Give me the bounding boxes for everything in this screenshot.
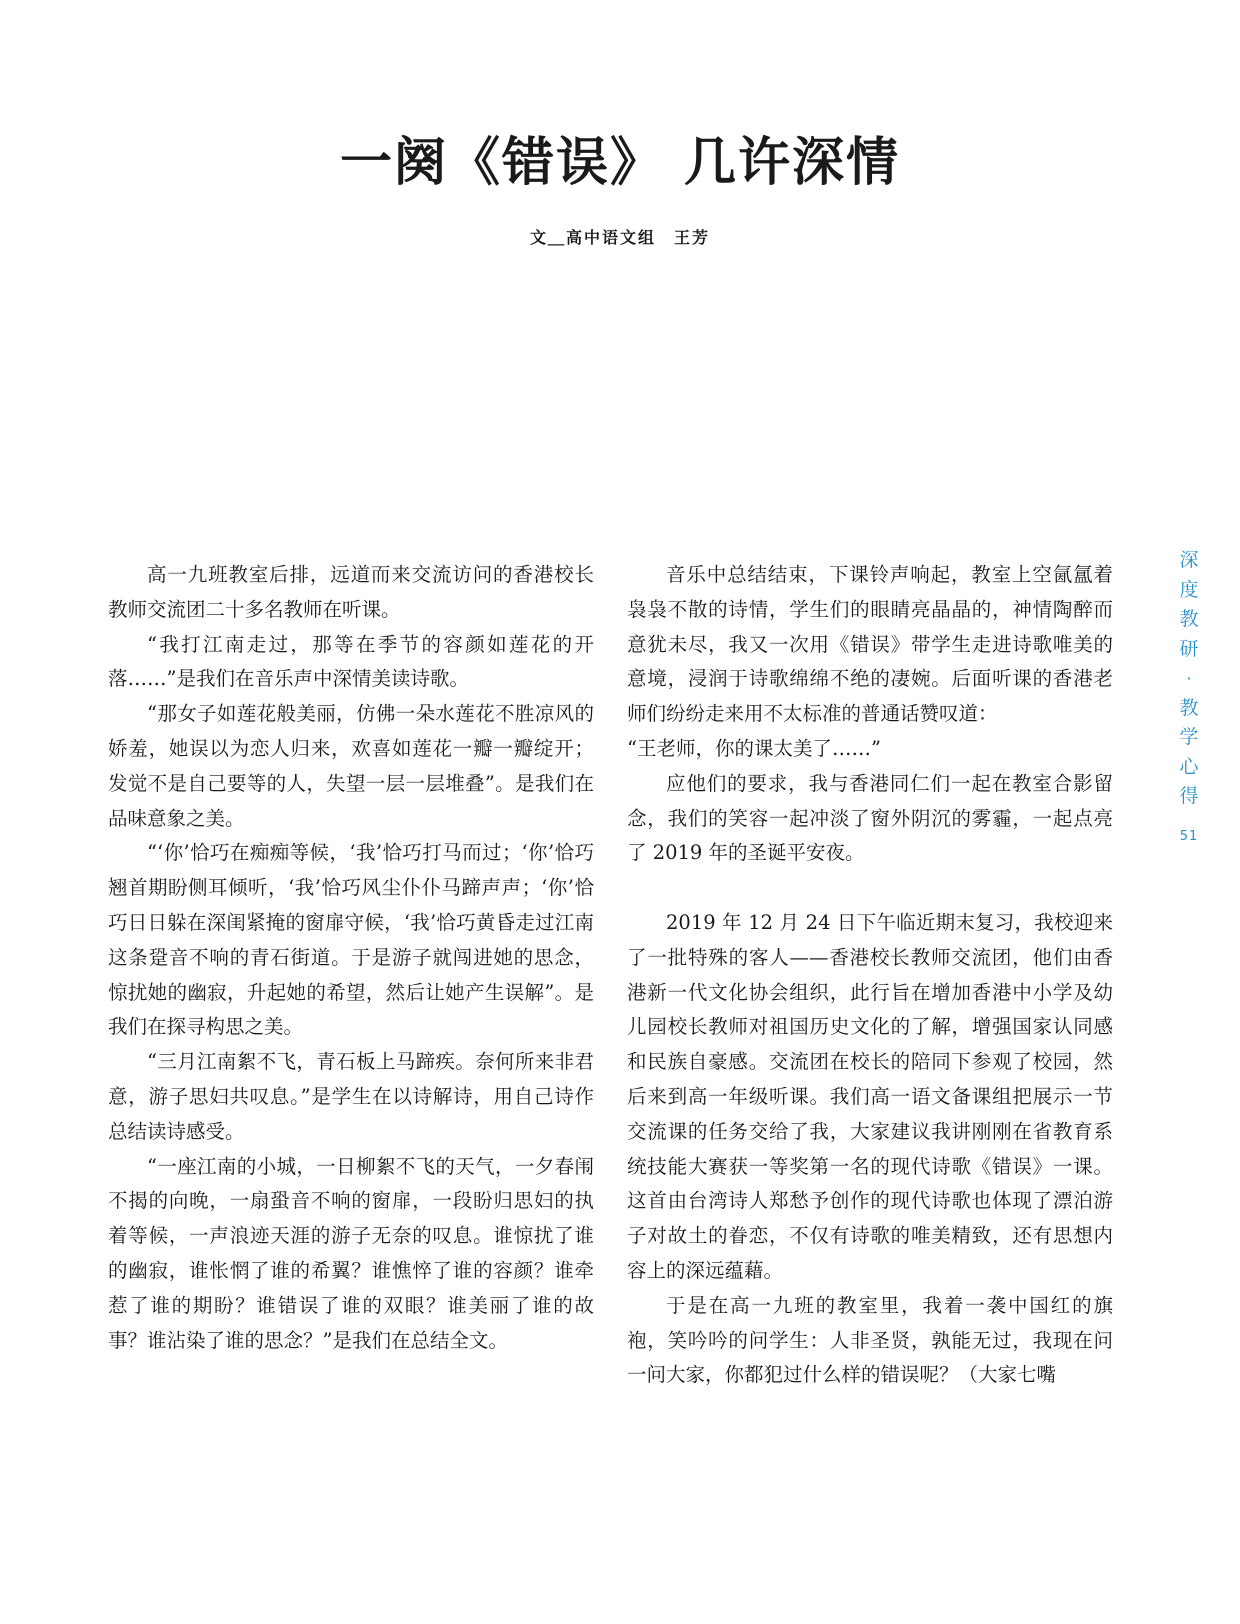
article-title: 一阕《错误》 几许深情: [339, 132, 901, 193]
paragraph: 于是在高一九班的教室里，我着一袭中国红的旗袍，笑吟吟的问学生：人非圣贤，孰能无过，我现在问一问大家，你都犯过什么样的错误呢？（大家七嘴: [627, 1293, 1113, 1387]
sidebar-char: 度: [1179, 578, 1199, 601]
section-sidebar: [1172, 546, 1206, 851]
quote-line: “王老师，你的课太美了……”: [627, 736, 881, 760]
paragraph: 2019 年 12 月 24 日下午临近期末复习，我校迎来了一批特殊的客人——香港校长教师交流团，他们由香港新一代文化协会组织，此行旨在增加香港中小学及幼儿园校长教师对祖国历史文化的了解，增强国家认同感和民族自豪感。交流团在校长的陪同下参观了校园，然后来到高一年级听课。我们高一语文备课组把展示一节交流课的任务交给了我，大家建议我讲刚刚在省教育系统技能大赛获一等奖第一名的现代诗歌《错误》一课。这首由台湾诗人郑愁予创作的现代诗歌也体现了漂泊游子对故土的眷恋，不仅有诗歌的唯美精致，还有思想内容上的深远蕴藉。: [627, 910, 1113, 1282]
sidebar-char: 心: [1179, 755, 1199, 778]
right-column: [627, 558, 1113, 1393]
paragraph: “我打江南走过，那等在季节的容颜如莲花的开落……”是我们在音乐声中深情美读诗歌。: [108, 632, 594, 691]
sidebar-char: 教: [1179, 696, 1199, 719]
sidebar-char: 研: [1179, 637, 1199, 660]
page-number: 51: [1179, 828, 1199, 844]
sidebar-separator: ·: [1186, 669, 1192, 688]
sidebar-char: 学: [1179, 726, 1199, 748]
sidebar-char: 教: [1179, 608, 1199, 630]
paragraph: 高一九班教室后排，远道而来交流访问的香港校长教师交流团二十多名教师在听课。: [108, 563, 594, 621]
sidebar-char: 得: [1179, 785, 1199, 807]
paragraph: “‘你’恰巧在痴痴等候，‘我’恰巧打马而过；‘你’恰巧翘首期盼侧耳倾听，‘我’恰巧风尘仆仆马蹄声声；‘你’恰巧日日躲在深闺紧掩的窗扉守候，‘我’恰巧黄昏走过江南这条跫音不响的青石街道。于是游子就闯进她的思念，惊扰她的幽寂，升起她的希望，然后让她产生误解”。是我们在探寻构思之美。: [108, 841, 594, 1039]
article-byline: 文＿高中语文组 王芳: [529, 228, 710, 247]
left-column: [108, 558, 594, 1358]
paragraph: 应他们的要求，我与香港同仁们一起在教室合影留念，我们的笑容一起冲淡了窗外阴沉的雾霾，一起点亮了 2019 年的圣诞平安夜。: [627, 771, 1113, 865]
paragraph: “那女子如莲花般美丽，仿佛一朵水莲花不胜凉风的娇羞，她误以为恋人归来，欢喜如莲花一瓣一瓣绽开；发觉不是自己要等的人，失望一层一层堆叠”。是我们在品味意象之美。: [108, 702, 594, 830]
paragraph: “三月江南絮不飞，青石板上马蹄疾。奈何所来非君意，游子思妇共叹息。”是学生在以诗解诗，用自己诗作总结读诗感受。: [108, 1050, 594, 1143]
paragraph: “一座江南的小城，一日柳絮不飞的天气，一夕春闱不揭的向晚，一扇蛩音不响的窗扉，一段盼归思妇的执着等候，一声浪迹天涯的游子无奈的叹息。谁惊扰了谁的幽寂，谁怅惘了谁的希翼？谁憔悴了谁的容颜？谁牵惹了谁的期盼？谁错误了谁的双眼？谁美丽了谁的故事？谁沾染了谁的思念？”是我们在总结全文。: [108, 1154, 594, 1352]
paragraph: 音乐中总结结束，下课铃声响起，教室上空氤氲着袅袅不散的诗情，学生们的眼睛亮晶晶的，神情陶醉而意犹未尽，我又一次用《错误》带学生走进诗歌唯美的意境，浸润于诗歌绵绵不绝的凄婉。后面听课的香港老师们纷纷走来用不太标准的普通话赞叹道：: [627, 563, 1113, 726]
sidebar-char: 深: [1179, 549, 1199, 571]
